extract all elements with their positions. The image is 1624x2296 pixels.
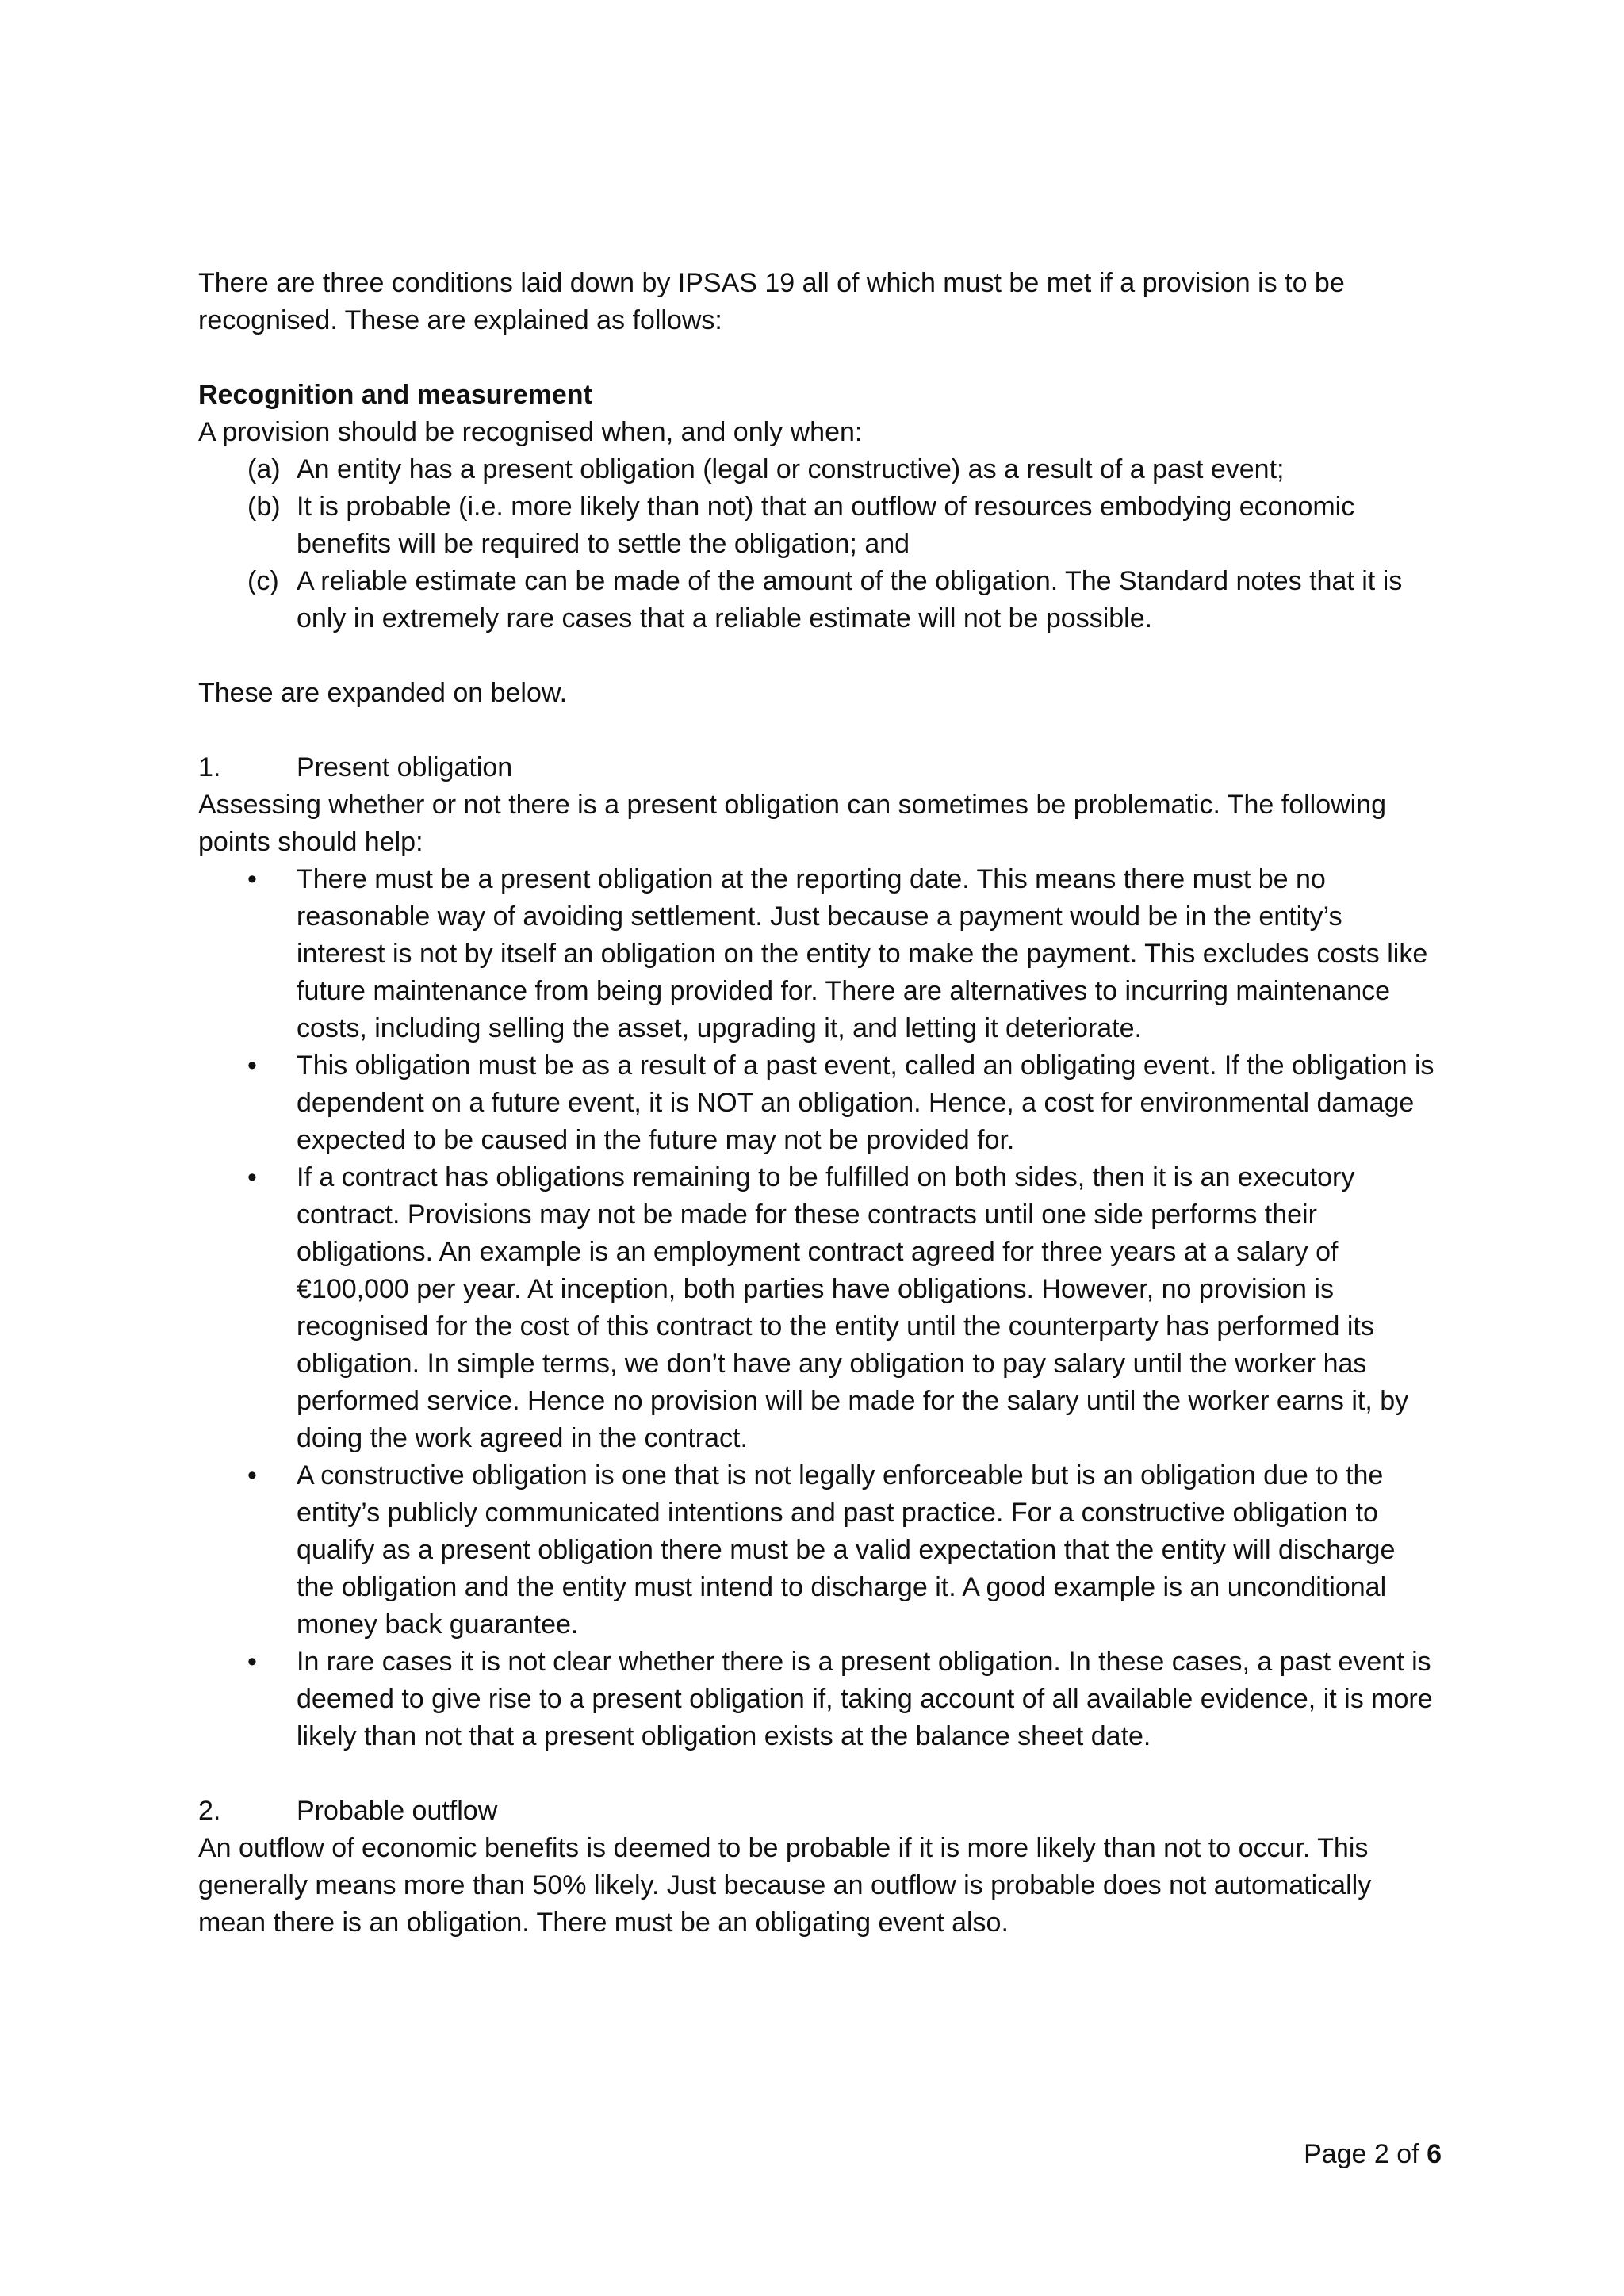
section-2-number: 2.	[198, 1796, 221, 1826]
condition-marker: (b)	[247, 492, 281, 522]
bullet-icon: •	[247, 1162, 257, 1192]
spacer	[198, 637, 1435, 675]
bullet-item	[198, 1047, 1435, 1159]
bullet-item	[198, 1159, 1435, 1457]
condition-text: An entity has a present obligation (legal or constructive) as a result of a past event;	[297, 454, 1285, 484]
bullet-icon: •	[247, 1050, 257, 1081]
bullet-item	[198, 1457, 1435, 1644]
section-1-heading	[198, 749, 1435, 786]
condition-text: A reliable estimate can be made of the amount of the obligation. The Standard notes that it is only in extremely rare cases that a reliable estimate will not be possible.	[297, 566, 1403, 633]
page-content	[198, 265, 1435, 1942]
section-2-heading	[198, 1793, 1435, 1830]
condition-item	[198, 563, 1435, 637]
condition-text: It is probable (i.e. more likely than not) that an outflow of resources embodying economic benefits will be required to settle the obligation; and	[297, 492, 1355, 559]
page-footer	[1304, 2136, 1442, 2173]
bullet-text: There must be a present obligation at the reporting date. This means there must be no reasonable way of avoiding settlement. Just because a payment would be in the entity’s interest is not by itself an obligation on the entity to make the payment. This excludes costs like future maintenance from being provided for. There are alternatives to incurring maintenance costs, including selling the asset, upgrading it, and letting it deteriorate.	[297, 864, 1428, 1043]
bullet-text: A constructive obligation is one that is not legally enforceable but is an obligation due to the entity’s publicly communicated intentions and past practice. For a constructive obligation to qualify as a present obligation there must be a valid expectation that the entity will discharge the obligation and the entity must intend to discharge it. A good example is an unconditional money back guarantee.	[297, 1460, 1396, 1640]
intro-paragraph: There are three conditions laid down by IPSAS 19 all of which must be met if a provision is to be recognised. These are explained as follows:	[198, 268, 1345, 335]
expanded-note: These are expanded on below.	[198, 678, 568, 708]
section-2-title: Probable outflow	[297, 1796, 498, 1826]
condition-marker: (a)	[247, 454, 281, 484]
section-2-body: An outflow of economic benefits is deemed to be probable if it is more likely than not to occur. This generally means more than 50% likely. Just because an outflow is probable does not automatically mean there is an obligation. There must be an obligating event also.	[198, 1833, 1372, 1938]
spacer	[198, 339, 1435, 377]
lead-in-text: A provision should be recognised when, and only when:	[198, 417, 863, 447]
spacer	[198, 712, 1435, 749]
conditions-list	[198, 451, 1435, 637]
bullet-icon: •	[247, 1647, 257, 1677]
bullet-text: This obligation must be as a result of a past event, called an obligating event. If the obligation is dependent on a future event, it is NOT an obligation. Hence, a cost for environmental damage expected to be caused in the future may not be provided for.	[297, 1050, 1434, 1155]
section-1-title: Present obligation	[297, 752, 513, 783]
bullet-icon: •	[247, 1460, 257, 1490]
condition-item	[198, 488, 1435, 563]
bullet-icon: •	[247, 864, 257, 894]
spacer	[198, 1755, 1435, 1793]
bullet-text: In rare cases it is not clear whether there is a present obligation. In these cases, a past event is deemed to give rise to a present obligation if, taking account of all available evidence, it is more likely than not that a present obligation exists at the balance sheet date.	[297, 1647, 1433, 1751]
bullet-item	[198, 1644, 1435, 1755]
page-total: 6	[1427, 2139, 1442, 2169]
section-heading: Recognition and measurement	[198, 380, 592, 410]
bullet-item	[198, 861, 1435, 1047]
page-number-prefix: Page 2 of	[1304, 2139, 1419, 2169]
condition-marker: (c)	[247, 566, 279, 596]
section-1-intro: Assessing whether or not there is a present obligation can sometimes be problematic. The following points should help:	[198, 790, 1387, 857]
bullet-text: If a contract has obligations remaining to be fulfilled on both sides, then it is an executory contract. Provisions may not be made for these contracts until one side performs their obligations. An example is an employment contract agreed for three years at a salary of €100,000 per year. At inception, both parties have obligations. However, no provision is recognised for the cost of this contract to the entity until the counterparty has performed its obligation. In simple terms, we don’t have any obligation to pay salary until the worker has performed service. Hence no provision will be made for the salary until the worker earns it, by doing the work agreed in the contract.	[297, 1162, 1409, 1453]
present-obligation-bullets	[198, 861, 1435, 1755]
section-1-number: 1.	[198, 752, 221, 783]
condition-item	[198, 451, 1435, 488]
